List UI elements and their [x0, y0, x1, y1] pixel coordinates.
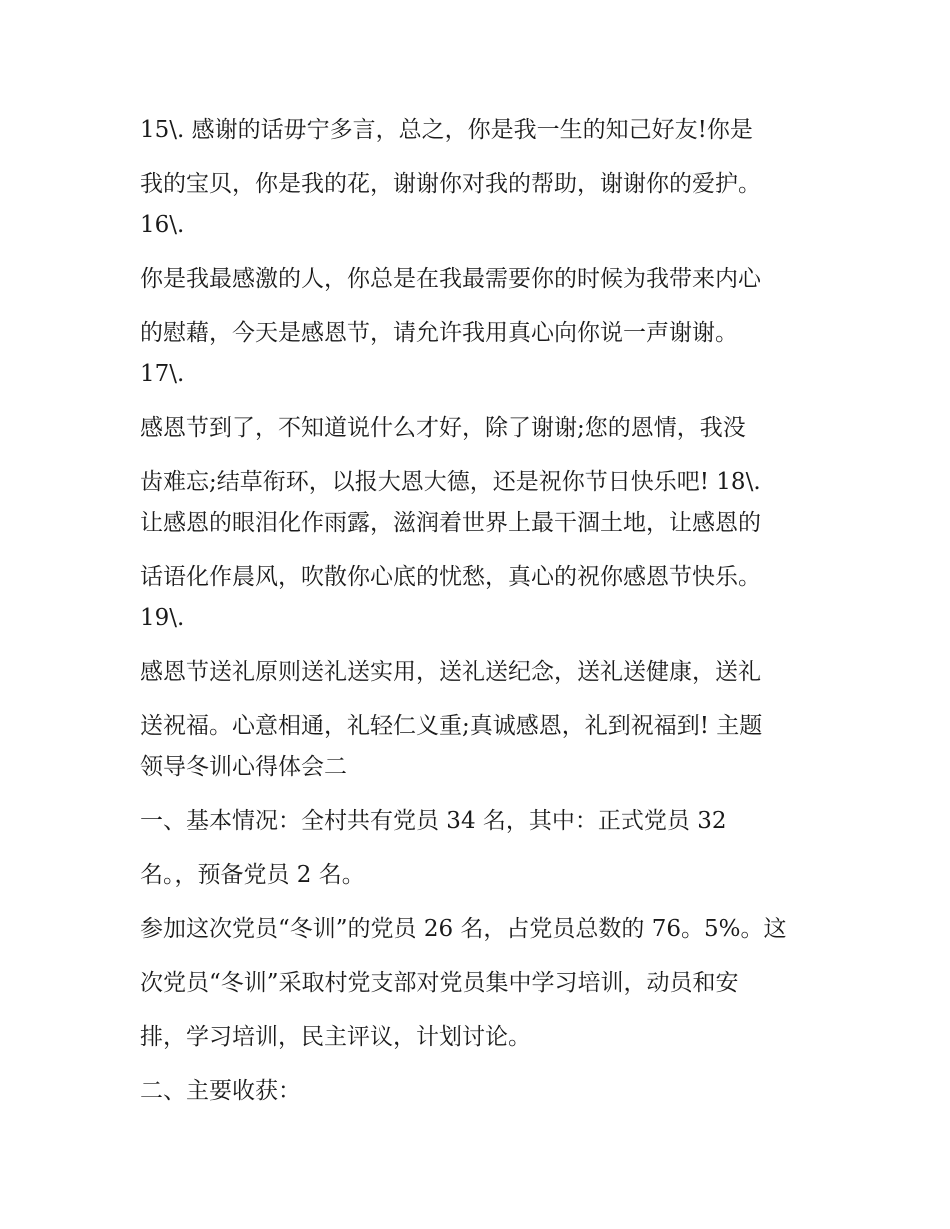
text-line: 让感恩的眼泪化作雨露，滋润着世界上最干涸土地，让感恩的 [140, 510, 761, 536]
text-line: 16\. [140, 212, 185, 238]
text-line: 齿难忘;结草衔环，以报大恩大德，还是祝你节日快乐吧! 18\. [140, 469, 761, 495]
text-line: 排，学习培训，民主评议，计划讨论。 [140, 1024, 531, 1050]
text-line: 感恩节到了，不知道说什么才好，除了谢谢;您的恩情，我没 [140, 415, 746, 441]
text-line: 19\. [140, 605, 185, 631]
body-text [140, 110, 820, 1111]
text-line: 的慰藉，今天是感恩节，请允许我用真心向你说一声谢谢。 [140, 320, 738, 346]
text-line: 17\. [140, 361, 185, 387]
section-heading: 二、主要收获： [140, 1078, 301, 1104]
text-line: 次党员“冬训”采取村党支部对党员集中学习培训，动员和安 [140, 970, 739, 996]
text-line: 参加这次党员“冬训”的党员 26 名，占党员总数的 76。5%。这 [140, 916, 787, 942]
text-line: 你是我最感激的人，你总是在我最需要你的时候为我带来内心 [140, 266, 761, 292]
text-line: 一、基本情况：全村共有党员 34 名，其中：正式党员 32 [140, 808, 727, 834]
text-line: 送祝福。心意相通，礼轻仁义重;真诚感恩，礼到祝福到! 主题 [140, 713, 763, 739]
text-line: 名。，预备党员 2 名。 [140, 862, 365, 888]
text-line: 话语化作晨风，吹散你心底的忧愁，真心的祝你感恩节快乐。 [140, 564, 761, 590]
text-line: 感恩节送礼原则送礼送实用，送礼送纪念，送礼送健康，送礼 [140, 659, 761, 685]
text-line: 我的宝贝，你是我的花，谢谢你对我的帮助，谢谢你的爱护。 [140, 171, 761, 197]
text-line: 15\. 感谢的话毋宁多言，总之，你是我一生的知己好友!你是 [140, 117, 753, 143]
section-title: 领导冬训心得体会二 [140, 754, 347, 780]
